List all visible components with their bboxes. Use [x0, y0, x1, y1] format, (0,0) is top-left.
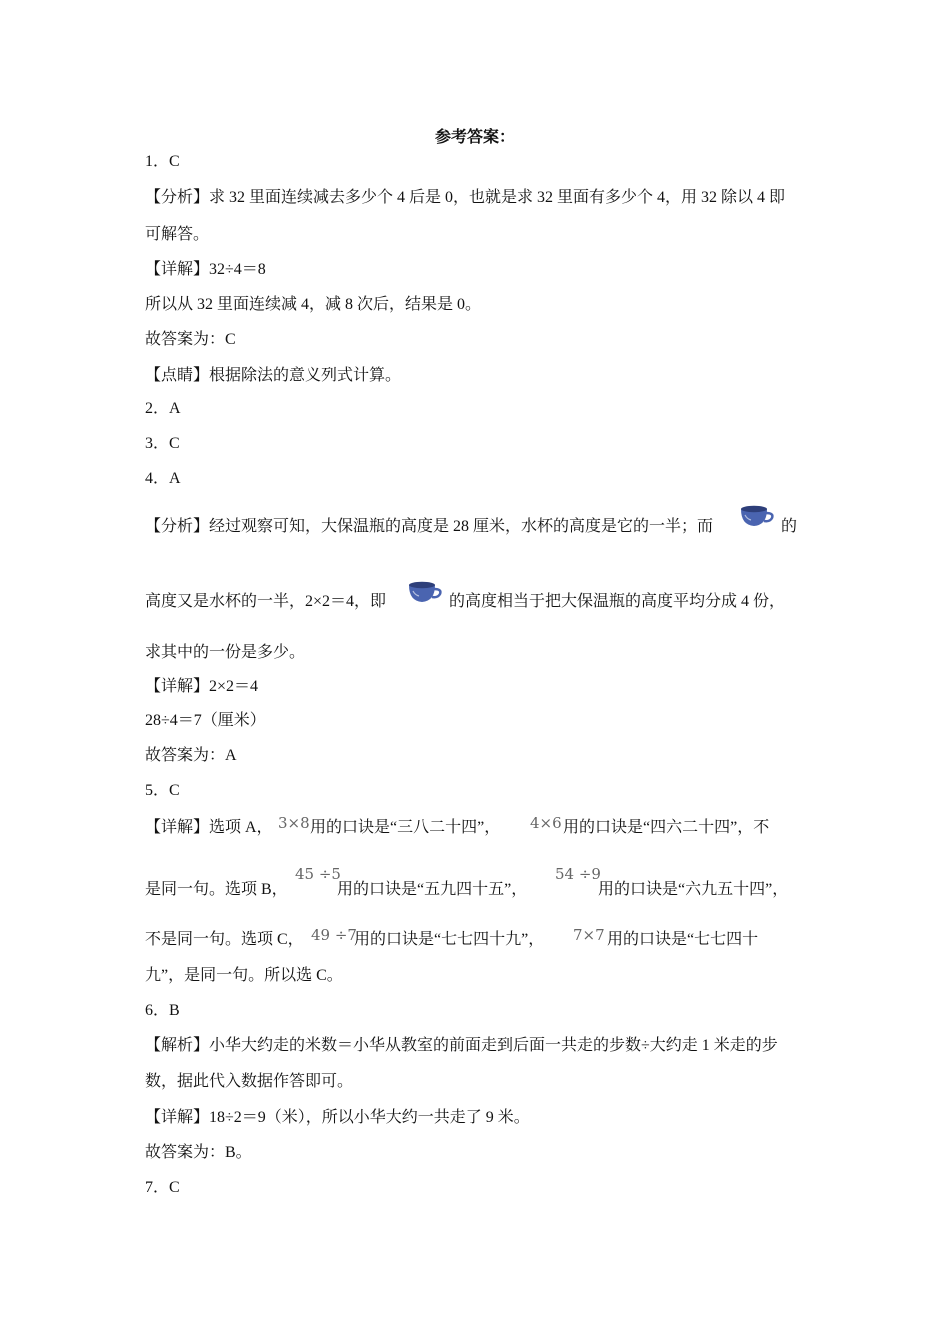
- q6-analysis-line1: 【解析】小华大约走的米数＝小华从教室的前面走到后面一共走的步数÷大约走 1 米走的步: [145, 1037, 778, 1054]
- q3-head: 3．C: [145, 435, 180, 452]
- q1-analysis-line2: 可解答。: [145, 226, 210, 243]
- q4-analysis-line2-b: 的高度相当于把大保温瓶的高度平均分成 4 份，: [449, 593, 786, 610]
- q4-head: 4．A: [145, 470, 181, 487]
- q5-detail-line3-c: 用的口诀是“七七四十: [607, 931, 759, 948]
- q4-analysis-line1-b: 的: [781, 518, 798, 535]
- q5-detail-line1-c: 用的口诀是“四六二十四”，不: [563, 819, 770, 836]
- q5-formula-4x6: 4×6: [530, 814, 562, 832]
- q4-analysis-line2-a: 高度又是水杯的一半，2×2＝4，即: [145, 593, 387, 610]
- q5-detail-line1-b: 用的口诀是“三八二十四”，: [310, 819, 501, 836]
- q1-answer: 故答案为：C: [145, 331, 236, 348]
- page-title: 参考答案：: [434, 129, 515, 146]
- q5-formula-54div9: 54 ÷9: [555, 865, 601, 883]
- q5-formula-3x8: 3×8: [278, 814, 310, 832]
- q4-analysis-line3: 求其中的一份是多少。: [145, 644, 306, 661]
- q1-detail: 【详解】32÷4＝8: [145, 261, 266, 278]
- q5-detail-line4: 九”，是同一句。所以选 C。: [145, 967, 343, 984]
- cup-icon: [407, 581, 443, 605]
- q5-detail-line2-b: 用的口诀是“五九四十五”，: [337, 881, 528, 898]
- q4-detail: 【详解】2×2＝4: [145, 678, 259, 695]
- q5-detail-line1-a: 【详解】选项 A，: [145, 819, 273, 836]
- q1-comment: 【点睛】根据除法的意义列式计算。: [145, 367, 402, 384]
- q7-head: 7．C: [145, 1179, 180, 1196]
- q5-formula-7x7: 7×7: [573, 926, 605, 944]
- q4-analysis-line1-a: 【分析】经过观察可知，大保温瓶的高度是 28 厘米，水杯的高度是它的一半；而: [145, 518, 714, 535]
- q5-detail-line3-a: 不是同一句。选项 C，: [145, 931, 304, 948]
- q5-detail-line2-a: 是同一句。选项 B，: [145, 881, 288, 898]
- q6-analysis-line2: 数，据此代入数据作答即可。: [145, 1073, 354, 1090]
- cup-icon: [739, 505, 775, 529]
- q1-explanation: 所以从 32 里面连续减 4，减 8 次后，结果是 0。: [145, 296, 482, 313]
- q5-formula-45div5: 45 ÷5: [295, 865, 341, 883]
- q5-detail-line2-c: 用的口诀是“六九五十四”，: [598, 881, 789, 898]
- q6-answer: 故答案为：B。: [145, 1144, 252, 1161]
- q1-head: 1．C: [145, 153, 180, 170]
- q6-detail: 【详解】18÷2＝9（米），所以小华大约一共走了 9 米。: [145, 1109, 530, 1126]
- q2-head: 2．A: [145, 400, 181, 417]
- q6-head: 6．B: [145, 1002, 180, 1019]
- q4-calculation: 28÷4＝7（厘米）: [145, 712, 266, 729]
- q4-answer: 故答案为：A: [145, 747, 237, 764]
- q5-detail-line3-b: 用的口诀是“七七四十九”，: [354, 931, 545, 948]
- q5-head: 5．C: [145, 782, 180, 799]
- q1-analysis-line1: 【分析】求 32 里面连续减去多少个 4 后是 0，也就是求 32 里面有多少个 4，用 32 除以 4 即: [145, 189, 786, 206]
- q5-formula-49div7: 49 ÷7: [311, 926, 357, 944]
